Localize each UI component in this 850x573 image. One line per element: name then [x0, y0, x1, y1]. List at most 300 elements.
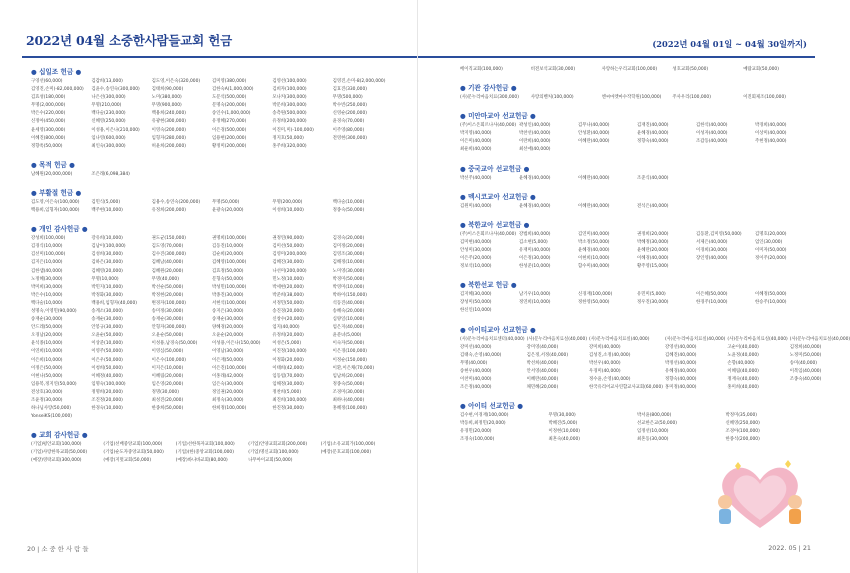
donor-entry: 김경숙(20,000)	[332, 236, 365, 242]
donor-entry: (기업)선한목자교회(100,000)	[175, 442, 235, 448]
donor-entry: 이진회제조(100,000)	[743, 95, 786, 101]
donor-entry: 정우진(30,000)	[637, 300, 669, 306]
donor-entry: 김무나(40,000)	[578, 123, 610, 129]
donor-entry: 황정미(200,000)	[211, 143, 247, 149]
section-title-label: 멕시코교아 선교헌금	[468, 192, 528, 201]
donor-entry: 임해정(30,000)	[272, 381, 304, 387]
bullet-icon: ●	[508, 281, 517, 290]
donor-entry: 함수미(40,000)	[578, 264, 610, 270]
donor-entry: (사)문누리마음치료실(40,000)	[789, 336, 850, 342]
donor-entry: 한종석(200,000)	[725, 437, 760, 443]
section-title	[31, 66, 391, 76]
section-title	[460, 219, 812, 229]
donor-entry: 박경희(40,000)	[755, 123, 787, 129]
donor-entry: (사)문누리마음치료실(40,000)	[727, 336, 788, 342]
donor-entry: 무명(30,000)	[548, 413, 576, 419]
donor-entry: 김태희(90,000)	[151, 87, 184, 93]
section-title	[31, 159, 391, 169]
section-title	[460, 163, 812, 173]
donor-entry: 박문희(300,000)	[272, 103, 307, 109]
donor-entry: 이혜란(40,000)	[578, 139, 610, 145]
donor-entry: 정한영(50,000)	[578, 300, 610, 306]
donor-entry: 이정현(10,000)	[548, 429, 581, 435]
donor-entry: 홍혜정(100,000)	[332, 406, 367, 412]
donor-entry: 오윤순(50,000)	[151, 333, 184, 339]
donor-entry: 신창수(20,000)	[272, 317, 304, 323]
donor-entry: 최하나(40,000)	[332, 398, 365, 403]
left-page	[0, 0, 417, 573]
donor-entry: 김희자(100,000)	[272, 87, 307, 93]
donor-entry: 신혜영(250,000)	[725, 421, 760, 427]
donor-entry: 유광현(300,000)	[151, 119, 186, 125]
donor-entry: 백용희,임형자(40,000)	[91, 300, 137, 306]
donor-entry: (사)문누리마음치료실(40,000)	[526, 336, 588, 342]
donor-entry: 한승주(10,000)	[755, 300, 787, 306]
donor-entry: 박찬선(40,000)	[519, 131, 551, 137]
donor-entry: 김남이(100,000)	[91, 244, 126, 250]
donor-entry: 송인수(1,000,000)	[211, 111, 251, 117]
donor-entry: 무명(10,000)	[91, 276, 119, 282]
donor-entry: 신영순(200,000)	[332, 111, 367, 117]
donor-entry: 송지은(30,000)	[211, 308, 244, 314]
offering-section	[31, 429, 391, 465]
donor-grid	[460, 231, 812, 271]
donor-entry: 이은경(500,000)	[211, 127, 247, 133]
bullet-icon: ●	[31, 225, 40, 234]
donor-entry: 백다술(10,000)	[332, 199, 365, 205]
donor-entry: 이은진(100,000)	[211, 365, 247, 371]
donor-entry: 이상준(10,000)	[91, 341, 123, 347]
donor-entry: 한종희(50,000)	[151, 406, 184, 412]
donor-entry: 이정순(150,000)	[332, 357, 367, 363]
section-title-label: 개인 감사헌금	[39, 225, 80, 234]
bullet-icon: ●	[31, 160, 40, 169]
donor-entry: (예장)지멋교회(50,000)	[103, 458, 152, 464]
donor-entry: 조갑동(40,000)	[696, 139, 728, 145]
donor-entry: 유혜경(40,000)	[664, 368, 697, 374]
donor-entry: 김효정(50,000)	[211, 268, 244, 274]
donor-entry: 박혜정(30,000)	[637, 239, 669, 245]
period-range: (2022년 04월 01일 ~ 04월 30일까지)	[652, 39, 807, 49]
donor-entry: 송재순(30,000)	[91, 317, 123, 323]
donor-entry: 박수빈(250,000)	[332, 103, 367, 109]
donor-entry: 이은희(10,000)	[31, 357, 63, 363]
donor-entry: 임남희(20,000)	[332, 373, 365, 379]
donor-entry: 성명숙,이영민(90,000)	[31, 308, 77, 314]
donor-entry: 윤석종(10,000)	[31, 341, 63, 347]
donor-entry: 김영진,손미-8(2,000,000)	[332, 79, 386, 84]
bullet-icon: ●	[31, 188, 40, 197]
donor-entry: 김한숙A(1,000,000)	[211, 87, 254, 93]
donor-entry: 김수현,이경재(100,000)	[460, 413, 509, 419]
donor-entry: 김동진(10,000)	[211, 244, 244, 250]
donor-entry: 윤혜란(20,000)	[637, 247, 669, 253]
donor-entry: 유경민(20,000)	[460, 429, 492, 435]
donor-entry: 김성희(30,000)	[91, 252, 123, 258]
donor-entry: 윤분녀(5,000)	[332, 333, 362, 339]
donor-entry: 김미영(380,000)	[211, 79, 247, 84]
donor-entry: 이숙자(50,000)	[332, 341, 365, 347]
bullet-icon: ●	[460, 220, 469, 229]
page-title: 2022년 04월 소중한사람들교회 헌금	[26, 33, 232, 48]
section-title	[460, 279, 812, 289]
section-title	[460, 400, 812, 410]
donor-entry: 송측원(500,000)	[272, 111, 307, 117]
donor-entry: 이혜란(40,000)	[578, 203, 610, 209]
bullet-icon: ●	[527, 112, 536, 121]
donor-entry: 김하은(30,000)	[91, 260, 123, 266]
donor-entry: 정연희(10,000)	[519, 300, 551, 306]
donor-entry: 한경숙(10,000)	[91, 406, 123, 412]
donor-entry: 최운희(40,000)	[460, 147, 492, 153]
bullet-icon: ●	[460, 112, 469, 121]
donor-entry: 유재미(40,000)	[519, 247, 551, 253]
donor-grid	[31, 78, 391, 151]
right-page	[418, 0, 850, 573]
title-rule	[22, 56, 417, 58]
donor-entry: 김영조(30,000)	[332, 252, 365, 258]
donor-entry: 윤경숙(70,000)	[332, 119, 365, 125]
donor-entry: 한경주(10,000)	[696, 300, 728, 306]
donor-entry: 권명희(100,000)	[211, 236, 247, 242]
donor-entry: 김순희(20,000)	[211, 252, 244, 258]
bullet-icon: ●	[527, 325, 536, 334]
donor-entry: 박선우(40,000)	[589, 360, 621, 366]
donor-entry: 김연미(40,000)	[578, 231, 610, 237]
donor-entry: (주)이스온회르나사(40,000)	[460, 231, 517, 237]
donor-entry: 백주현(10,000)	[91, 208, 123, 214]
donor-entry: 김도영,이은숙(320,000)	[151, 79, 201, 84]
donor-entry: 김윤수,송연숙(300,000)	[91, 87, 140, 93]
donor-entry: 김지혜(30,000)	[460, 292, 492, 298]
donor-entry: 박정현(20,000)	[151, 292, 184, 298]
donor-entry: 조윤정(30,000)	[31, 398, 63, 403]
bullet-icon: ●	[73, 188, 82, 197]
donor-entry: 임용복,정지연(50,000)	[31, 381, 77, 387]
donor-entry: 이현나(50,000)	[31, 373, 63, 379]
donor-entry: 비전보석교회(30,000)	[530, 67, 576, 72]
donor-entry: 전석은(40,000)	[637, 203, 669, 209]
bullet-icon: ●	[460, 192, 469, 201]
donor-entry: 김미정(20,000)	[332, 244, 365, 250]
donor-entry: 김정희(40,000)	[789, 344, 822, 350]
donor-entry: 최진희(100,000)	[272, 398, 307, 403]
donor-grid	[460, 66, 812, 74]
donor-entry: (사)문누리마음치료센터(40,000)	[460, 336, 525, 342]
donor-entry: 도문석(500,000)	[211, 95, 247, 101]
donor-entry: 송미정(30,000)	[151, 308, 184, 314]
section-title	[460, 82, 812, 92]
donor-entry: 무명(900,000)	[151, 103, 182, 109]
donor-entry: 홍미희(40,000)	[727, 385, 759, 391]
donor-entry: 이혜진(800,000)	[31, 135, 66, 141]
donor-entry: 변경자(100,000)	[151, 300, 186, 306]
donor-entry: 김효성(180,000)	[31, 95, 66, 101]
donor-entry: 강미선(40,000)	[460, 344, 492, 350]
donor-entry: 무명(40,000)	[151, 276, 179, 282]
donor-entry: 나선미(200,000)	[272, 268, 307, 274]
donor-grid	[460, 122, 812, 154]
right-offering-list	[460, 66, 850, 453]
donor-entry: 성호교회(50,000)	[672, 67, 709, 72]
donor-entry: 나무아이교회(50,000)	[248, 458, 293, 464]
bullet-icon: ●	[79, 431, 88, 440]
donor-entry: 유정혜(270,000)	[211, 119, 247, 125]
donor-entry: 주사우리(100,000)	[672, 95, 711, 101]
donor-entry: 엄은지(40,000)	[332, 325, 365, 331]
donor-entry: 정종숙(50,000)	[332, 208, 365, 214]
donor-entry: 안봉규(30,000)	[91, 325, 123, 331]
donor-entry: 임은숙(30,000)	[211, 381, 244, 387]
donor-entry: 이진미,미(-100,000)	[272, 127, 314, 133]
donor-entry: 양혜경(20,000)	[211, 325, 244, 331]
donor-entry: 박서윤(800,000)	[637, 413, 672, 419]
donor-entry: 이정은(50,000)	[31, 365, 63, 371]
donor-entry: 박지영(40,000)	[460, 131, 492, 137]
donor-entry: 이상미(40,000)	[755, 131, 787, 137]
donor-entry: (사)문누리마음치료(300,000)	[460, 95, 519, 101]
donor-entry: 손향(40,000)	[727, 360, 755, 366]
donor-entry: YonseiKS(100,000)	[31, 414, 73, 420]
donor-entry: 김혜진(40,000)	[664, 352, 697, 358]
donor-entry: 신경재(100,000)	[578, 292, 613, 298]
bullet-icon: ●	[508, 84, 517, 93]
donor-entry: 김혜영(100,000)	[211, 260, 247, 266]
donor-entry: 김혜진(30,000)	[272, 260, 304, 266]
donor-entry: 심양일(10,000)	[332, 317, 365, 323]
donor-entry: 한국유리어교사연합교사교회(60,000)	[589, 385, 663, 391]
donor-entry: 구영선(60,000)	[31, 79, 63, 84]
donor-entry: 한성준(10,000)	[519, 264, 551, 270]
donor-grid	[31, 171, 391, 179]
offering-section	[460, 400, 812, 444]
donor-entry: 무명(200,000)	[272, 199, 303, 205]
section-title-label: 목적 헌금	[39, 160, 67, 169]
donor-entry: 김혜영(20,000)	[91, 268, 123, 274]
donor-entry: 신혜영(250,000)	[91, 119, 126, 125]
donor-entry: 박정화(30,000)	[91, 292, 123, 298]
donor-entry: 이혜란(40,000)	[578, 175, 610, 181]
donor-entry: 이환,이은채(70,000)	[332, 365, 375, 371]
donor-entry: 이은재(50,000)	[211, 357, 244, 363]
bullet-icon: ●	[521, 164, 530, 173]
bullet-icon: ●	[460, 84, 469, 93]
donor-entry: (기업)(한)중앙교회(100,000)	[175, 450, 234, 456]
donor-entry: 허윤희(200,000)	[151, 143, 186, 149]
donor-entry: 백다술(230,000)	[91, 111, 126, 117]
section-title-label: 북한교아 선교헌금	[468, 220, 522, 229]
donor-entry: 이혜경(40,000)	[637, 256, 669, 262]
donor-entry: 노정혜(30,000)	[31, 276, 63, 282]
donor-entry: 이영숙(200,000)	[151, 127, 186, 133]
donor-entry: 조경미(30,000)	[332, 389, 365, 395]
donor-entry: (주)이스온회르나사(40,000)	[460, 123, 517, 129]
donor-entry: 김용수,송연숙(200,000)	[151, 199, 201, 205]
donor-entry: 김지은(10,000)	[31, 260, 63, 266]
donor-entry: 송진경(20,000)	[272, 308, 304, 314]
section-title-label: 기관 감사헌금	[468, 84, 509, 93]
donor-entry: 유정희(200,000)	[272, 119, 307, 125]
donor-entry: 고순이(40,000)	[727, 344, 759, 350]
donor-entry: 이성용,이은나(210,000)	[91, 127, 140, 133]
donor-entry: 무명(210,000)	[91, 103, 122, 109]
donor-entry: 김경식(10,000)	[31, 244, 63, 250]
donor-entry: 윤광숙(20,000)	[211, 208, 244, 214]
donor-entry: 강성희(100,000)	[31, 236, 66, 242]
donor-entry: 최인숙(300,000)	[91, 143, 126, 149]
donor-entry: 임나영(600,000)	[91, 135, 126, 141]
donor-entry: 김영선(100,000)	[272, 79, 307, 84]
donor-entry: 이은우(50,000)	[91, 357, 123, 363]
section-title	[31, 187, 391, 197]
donor-entry: 박은수(10,000)	[31, 292, 63, 298]
donor-grid	[460, 336, 850, 393]
donor-entry: 송재순(30,000)	[211, 317, 244, 323]
donor-entry: 임명숙(100,000)	[91, 381, 126, 387]
donor-entry: (예장)바나바교회(80,000)	[175, 458, 228, 464]
donor-entry: 정향숙(40,000)	[664, 376, 697, 382]
donor-entry: 이복임(40,000)	[789, 368, 822, 374]
donor-entry: 윤혜경(40,000)	[519, 175, 551, 181]
donor-entry: 김은정,서정(40,000)	[526, 352, 569, 358]
donor-entry: 정보석(10,000)	[460, 264, 492, 270]
donor-entry: 이미자(50,000)	[755, 247, 787, 253]
donor-entry: 박선희(40,000)	[526, 360, 559, 366]
donor-entry: 강영선(40,000)	[664, 344, 697, 350]
donor-entry: 최선애(40,000)	[519, 147, 551, 153]
donor-entry: 권정연(90,000)	[272, 236, 304, 242]
donor-entry: 박정선(40,000)	[664, 360, 697, 366]
donor-entry: 홍미정(40,000)	[664, 385, 697, 391]
donor-grid	[31, 199, 391, 215]
donor-entry: 무명(2,000,000)	[31, 103, 66, 109]
donor-entry: 노윤정(40,000)	[727, 352, 759, 358]
donor-entry: 정찬희(5,000)	[272, 389, 302, 395]
donor-entry: 이은주(20,000)	[460, 256, 492, 262]
donor-entry: 박세현(20,000)	[272, 284, 304, 290]
donor-entry: 이성자(40,000)	[696, 131, 728, 137]
donor-entry: 조종숙(40,000)	[789, 376, 822, 382]
donor-entry: 박소정(50,000)	[578, 239, 610, 245]
donor-entry: 장인영(40,000)	[696, 256, 728, 262]
donor-entry: 이영심(50,000)	[151, 349, 184, 355]
donor-entry: 김해정(10,000)	[332, 260, 365, 266]
donor-entry: 안성환(40,000)	[578, 131, 610, 137]
donor-entry: 이진정(100,000)	[272, 349, 307, 355]
bullet-icon: ●	[514, 402, 524, 411]
donor-entry: 안드레(50,000)	[31, 325, 63, 331]
donor-entry: 임동엽(70,000)	[272, 373, 304, 379]
title-rule-right	[418, 56, 815, 58]
donor-entry: 권도균(150,000)	[151, 236, 186, 242]
donor-entry: 유민미(5,000)	[637, 292, 666, 298]
donor-entry: 정향옥(50,000)	[31, 143, 63, 149]
donor-entry: 조경아(100,000)	[725, 429, 760, 435]
offering-section	[460, 163, 812, 183]
donor-entry: (기업)평안교회(100,000)	[31, 442, 82, 448]
donor-entry: 엄인(30,000)	[755, 239, 783, 245]
donor-entry: 무명(500,000)	[332, 95, 363, 101]
donor-entry: 이주영(80,000)	[332, 127, 365, 133]
donor-entry: 이현희(10,000)	[578, 256, 610, 262]
donor-entry: 서정민(50,000)	[272, 300, 304, 306]
donor-entry: 유정희(200,000)	[151, 208, 186, 214]
donor-entry: 이성용,이은나(150,000)	[211, 341, 261, 347]
donor-entry: 박종진(30,000)	[211, 292, 244, 298]
offering-section	[460, 279, 812, 315]
donor-entry: 무명(50,000)	[211, 199, 240, 205]
donor-entry: 정지호(50,000)	[272, 135, 304, 141]
bullet-icon: ●	[460, 281, 469, 290]
donor-entry: 오윤순(50,000)	[91, 333, 123, 339]
donor-entry: 박준희(38,000)	[272, 292, 304, 298]
donor-entry: 박선순(50,000)	[151, 284, 184, 290]
donor-entry: 임형자(280,000)	[151, 135, 186, 141]
donor-entry: 석동진(40,000)	[332, 300, 365, 306]
donor-entry: 조진정(20,000)	[91, 398, 123, 403]
donor-entry: (예장)영락교회(300,000)	[31, 458, 82, 464]
donor-entry: 문명숙(200,000)	[211, 103, 247, 109]
left-offering-list	[31, 66, 391, 474]
donor-entry: (기업)소유교회가(100,000)	[320, 442, 376, 448]
donor-entry: 선교한은교(50,000)	[637, 421, 677, 427]
donor-grid	[31, 235, 391, 421]
donor-entry: 조경숙(100,000)	[460, 437, 495, 443]
donor-entry: 사랑의벤처(100,000)	[530, 95, 574, 101]
donor-entry: 정향숙(40,000)	[637, 139, 669, 145]
donor-entry: 주현정(40,000)	[755, 139, 787, 145]
donor-entry: 남기우(10,000)	[519, 292, 551, 298]
offering-section	[31, 187, 391, 215]
donor-entry: 이은경(100,000)	[332, 349, 367, 355]
donor-entry: 사랑하는우리교회(100,000)	[601, 67, 658, 72]
section-title-label: 중국교아 선교헌금	[468, 164, 522, 173]
donor-entry: 이찬미(40,000)	[460, 376, 492, 382]
donor-entry: 무명(40,000)	[460, 360, 488, 366]
donor-entry: 최혼동(30,000)	[637, 437, 669, 443]
bullet-icon: ●	[73, 68, 82, 76]
donor-entry: 김혜남(40,000)	[151, 260, 184, 266]
donor-entry: 김재진(40,000)	[637, 123, 669, 129]
donor-entry: 박성민(100,000)	[211, 284, 247, 290]
donor-entry: 신정아(450,000)	[31, 119, 66, 125]
donor-entry: 이은혜(50,000)	[696, 292, 728, 298]
donor-entry: 이성희(10,000)	[272, 208, 304, 214]
donor-entry: 송재순(30,000)	[31, 317, 63, 323]
section-title	[31, 223, 391, 233]
donor-entry: 송현우(40,000)	[460, 368, 492, 374]
donor-entry: 박영미(10,000)	[332, 284, 365, 290]
donor-entry: 김태숙,손영(40,000)	[460, 352, 502, 358]
donor-entry: 이은수(100,000)	[151, 357, 186, 363]
donor-entry: 정이주(20,000)	[755, 256, 787, 262]
donor-entry: 이영남(30,000)	[211, 349, 244, 355]
donor-entry: 이경희(30,000)	[696, 247, 728, 253]
donor-entry: 윤혜경(40,000)	[637, 131, 669, 137]
bullet-icon: ●	[79, 225, 88, 234]
donor-entry: 서제은(40,000)	[696, 239, 728, 245]
bullet-icon: ●	[31, 431, 40, 440]
donor-entry: 민노정(10,000)	[272, 276, 304, 282]
bullet-icon: ●	[527, 192, 536, 201]
bullet-icon: ●	[460, 164, 469, 173]
donor-entry: 김수진(300,000)	[151, 252, 186, 258]
donor-entry: 곽성인(40,000)	[519, 123, 551, 129]
donor-entry: 안서영(40,000)	[526, 368, 559, 374]
donor-entry: 나은선(300,000)	[91, 95, 126, 101]
donor-entry: 이혜정(40,000)	[91, 373, 123, 379]
page-footer-left: 20 | 소 중 한 사 람 들	[27, 545, 89, 553]
